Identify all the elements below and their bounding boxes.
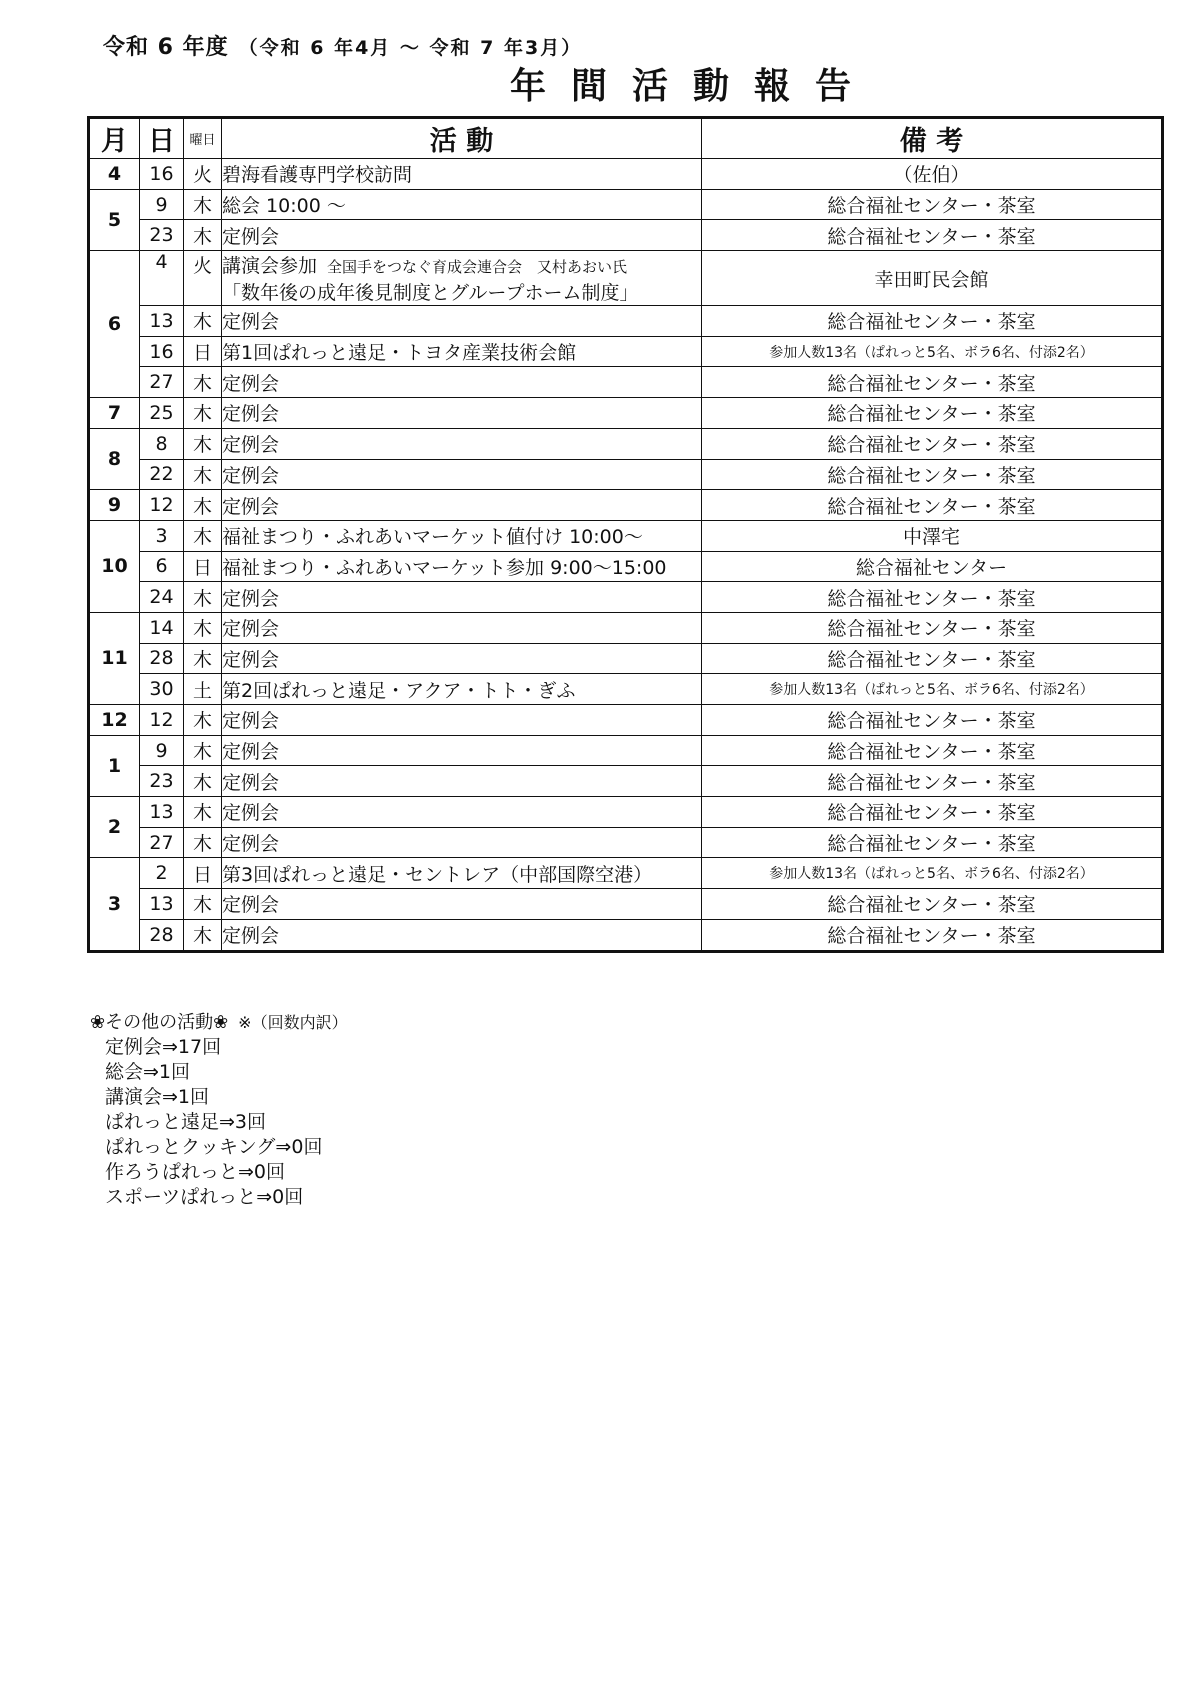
other-activities-heading: ❀その他の活動❀ [90, 1012, 229, 1033]
table-row [89, 551, 1163, 582]
page-title: 年間活動報告 [510, 66, 877, 107]
day-cell: 14 [140, 612, 184, 643]
count-item: 定例会⇒17回 [105, 1036, 222, 1058]
table-row [89, 889, 1163, 920]
weekday-cell: 木 [184, 889, 222, 920]
remark-cell: 総合福祉センター・茶室 [702, 582, 1163, 613]
activity-sub-text: 全国手をつなぐ育成会連合会 又村あおい氏 [327, 258, 628, 277]
column-header-month: 月 [89, 118, 140, 159]
activity-cell: 定例会 [222, 827, 702, 858]
activity-line-2: 「数年後の成年後見制度とグループホーム制度」 [222, 282, 639, 305]
count-item: ぱれっと遠足⇒3回 [105, 1111, 267, 1133]
table-body [89, 159, 1163, 952]
weekday-cell: 木 [184, 428, 222, 459]
weekday-cell: 木 [184, 398, 222, 429]
day-cell: 22 [140, 459, 184, 490]
activity-cell: 総会 10:00 〜 [222, 189, 702, 220]
month-cell: 9 [89, 490, 140, 521]
day-cell: 13 [140, 889, 184, 920]
count-item: 作ろうぱれっと⇒0回 [105, 1161, 286, 1183]
weekday-cell: 木 [184, 520, 222, 551]
weekday-cell: 火 [184, 251, 222, 306]
activity-cell: 定例会 [222, 643, 702, 674]
activity-text: 講演会参加 [222, 255, 318, 278]
table-row [89, 367, 1163, 398]
month-cell: 5 [89, 189, 140, 250]
day-cell: 16 [140, 159, 184, 190]
weekday-cell: 木 [184, 797, 222, 828]
activity-cell: 定例会 [222, 735, 702, 766]
day-cell: 13 [140, 797, 184, 828]
remark-cell: （佐伯） [702, 159, 1163, 190]
day-cell: 27 [140, 367, 184, 398]
table-row [89, 306, 1163, 337]
weekday-cell: 木 [184, 459, 222, 490]
day-cell: 30 [140, 674, 184, 705]
remark-cell: 参加人数13名（ぱれっと5名、ボラ6名、付添2名） [702, 674, 1163, 705]
weekday-cell: 木 [184, 306, 222, 337]
remark-cell: 総合福祉センター・茶室 [702, 889, 1163, 920]
month-cell: 12 [89, 705, 140, 736]
day-cell: 12 [140, 490, 184, 521]
month-cell: 6 [89, 251, 140, 398]
activity-cell: 定例会 [222, 306, 702, 337]
table-row [89, 858, 1163, 889]
table-row [89, 643, 1163, 674]
activity-cell: 定例会 [222, 797, 702, 828]
count-item: ぱれっとクッキング⇒0回 [105, 1136, 323, 1158]
other-activities-list [90, 1035, 348, 1210]
day-cell: 16 [140, 336, 184, 367]
day-cell: 3 [140, 520, 184, 551]
weekday-cell: 木 [184, 189, 222, 220]
remark-cell: 総合福祉センター・茶室 [702, 735, 1163, 766]
weekday-cell: 木 [184, 735, 222, 766]
weekday-cell: 木 [184, 490, 222, 521]
weekday-cell: 木 [184, 705, 222, 736]
remark-cell: 総合福祉センター・茶室 [702, 306, 1163, 337]
table-row [89, 797, 1163, 828]
table-row [89, 459, 1163, 490]
day-cell: 9 [140, 189, 184, 220]
remark-cell: 総合福祉センター・茶室 [702, 490, 1163, 521]
activity-cell: 定例会 [222, 889, 702, 920]
table-row [89, 428, 1163, 459]
remark-cell: 総合福祉センター・茶室 [702, 220, 1163, 251]
column-header-activity: 活 動 [222, 118, 702, 159]
table-row [89, 705, 1163, 736]
column-header-weekday: 曜日 [184, 118, 222, 159]
count-item: スポーツぱれっと⇒0回 [105, 1186, 304, 1208]
remark-cell: 参加人数13名（ぱれっと5名、ボラ6名、付添2名） [702, 336, 1163, 367]
remark-cell: 総合福祉センター [702, 551, 1163, 582]
month-cell: 4 [89, 159, 140, 190]
month-cell: 1 [89, 735, 140, 796]
remark-cell: 総合福祉センター・茶室 [702, 428, 1163, 459]
day-cell: 24 [140, 582, 184, 613]
day-cell: 28 [140, 643, 184, 674]
day-cell: 4 [140, 251, 184, 306]
weekday-cell: 日 [184, 858, 222, 889]
remark-cell: 総合福祉センター・茶室 [702, 459, 1163, 490]
activity-cell: 定例会 [222, 919, 702, 951]
day-cell: 6 [140, 551, 184, 582]
count-item: 講演会⇒1回 [105, 1086, 210, 1108]
table-header-row [89, 118, 1163, 159]
table-row [89, 189, 1163, 220]
fiscal-range: （令和 6 年4月 〜 令和 7 年3月） [238, 37, 583, 59]
day-cell: 9 [140, 735, 184, 766]
activity-cell: 定例会 [222, 582, 702, 613]
day-cell: 23 [140, 766, 184, 797]
remark-cell: 総合福祉センター・茶室 [702, 398, 1163, 429]
month-cell: 11 [89, 612, 140, 704]
remark-cell: 総合福祉センター・茶室 [702, 919, 1163, 951]
weekday-cell: 木 [184, 367, 222, 398]
weekday-cell: 土 [184, 674, 222, 705]
weekday-cell: 火 [184, 159, 222, 190]
month-cell: 2 [89, 797, 140, 858]
activity-cell: 第3回ぱれっと遠足・セントレア（中部国際空港） [222, 858, 702, 889]
month-cell: 8 [89, 428, 140, 489]
day-cell: 27 [140, 827, 184, 858]
activity-cell: 福祉まつり・ふれあいマーケット値付け 10:00〜 [222, 520, 702, 551]
other-activities [90, 1010, 348, 1210]
table-row [89, 919, 1163, 951]
weekday-cell: 木 [184, 582, 222, 613]
activity-cell: 定例会 [222, 367, 702, 398]
activity-cell: 定例会 [222, 398, 702, 429]
day-cell: 23 [140, 220, 184, 251]
day-cell: 8 [140, 428, 184, 459]
weekday-cell: 木 [184, 766, 222, 797]
weekday-cell: 木 [184, 827, 222, 858]
month-cell: 10 [89, 520, 140, 612]
remark-cell: 総合福祉センター・茶室 [702, 612, 1163, 643]
activity-cell: 福祉まつり・ふれあいマーケット参加 9:00〜15:00 [222, 551, 702, 582]
weekday-cell: 日 [184, 336, 222, 367]
day-cell: 28 [140, 919, 184, 951]
weekday-cell: 木 [184, 612, 222, 643]
table-row [89, 582, 1163, 613]
table-row [89, 220, 1163, 251]
activity-cell: 定例会 [222, 612, 702, 643]
activity-cell: 第2回ぱれっと遠足・アクア・トト・ぎふ [222, 674, 702, 705]
remark-cell: 総合福祉センター・茶室 [702, 766, 1163, 797]
table-row [89, 674, 1163, 705]
activity-cell: 定例会 [222, 490, 702, 521]
remark-cell: 総合福祉センター・茶室 [702, 643, 1163, 674]
column-header-remarks: 備 考 [702, 118, 1163, 159]
fiscal-year: 令和 6 年度 [103, 35, 229, 60]
weekday-cell: 日 [184, 551, 222, 582]
weekday-cell: 木 [184, 220, 222, 251]
table-row [89, 159, 1163, 190]
fiscal-year-header [103, 30, 582, 61]
month-cell: 7 [89, 398, 140, 429]
table-row [89, 490, 1163, 521]
column-header-day: 日 [140, 118, 184, 159]
activity-cell: 定例会 [222, 766, 702, 797]
remark-cell: 総合福祉センター・茶室 [702, 367, 1163, 398]
table-row [89, 612, 1163, 643]
day-cell: 13 [140, 306, 184, 337]
day-cell: 25 [140, 398, 184, 429]
month-cell: 3 [89, 858, 140, 951]
remark-cell: 中澤宅 [702, 520, 1163, 551]
remark-cell: 総合福祉センター・茶室 [702, 827, 1163, 858]
day-cell: 12 [140, 705, 184, 736]
activity-cell: 定例会 [222, 428, 702, 459]
activity-cell: 第1回ぱれっと遠足・トヨタ産業技術会館 [222, 336, 702, 367]
activity-line [222, 251, 701, 278]
weekday-cell: 木 [184, 919, 222, 951]
weekday-cell: 木 [184, 643, 222, 674]
table-row [89, 766, 1163, 797]
activity-cell: 定例会 [222, 705, 702, 736]
remark-cell: 総合福祉センター・茶室 [702, 797, 1163, 828]
activity-cell: 定例会 [222, 459, 702, 490]
activity-cell: 碧海看護専門学校訪問 [222, 159, 702, 190]
remark-cell: 総合福祉センター・茶室 [702, 705, 1163, 736]
count-item: 総会⇒1回 [105, 1061, 191, 1083]
table-row [89, 827, 1163, 858]
table-row [89, 398, 1163, 429]
day-cell: 2 [140, 858, 184, 889]
remark-cell: 参加人数13名（ぱれっと5名、ボラ6名、付添2名） [702, 858, 1163, 889]
activity-cell [222, 251, 702, 306]
remark-cell: 総合福祉センター・茶室 [702, 189, 1163, 220]
table-row [89, 336, 1163, 367]
activity-table [87, 116, 1164, 953]
table-row [89, 251, 1163, 306]
table-row [89, 735, 1163, 766]
activity-cell: 定例会 [222, 220, 702, 251]
other-activities-note: ※（回数内訳） [238, 1013, 348, 1032]
remark-cell: 幸田町民会館 [702, 251, 1163, 306]
table-row [89, 520, 1163, 551]
